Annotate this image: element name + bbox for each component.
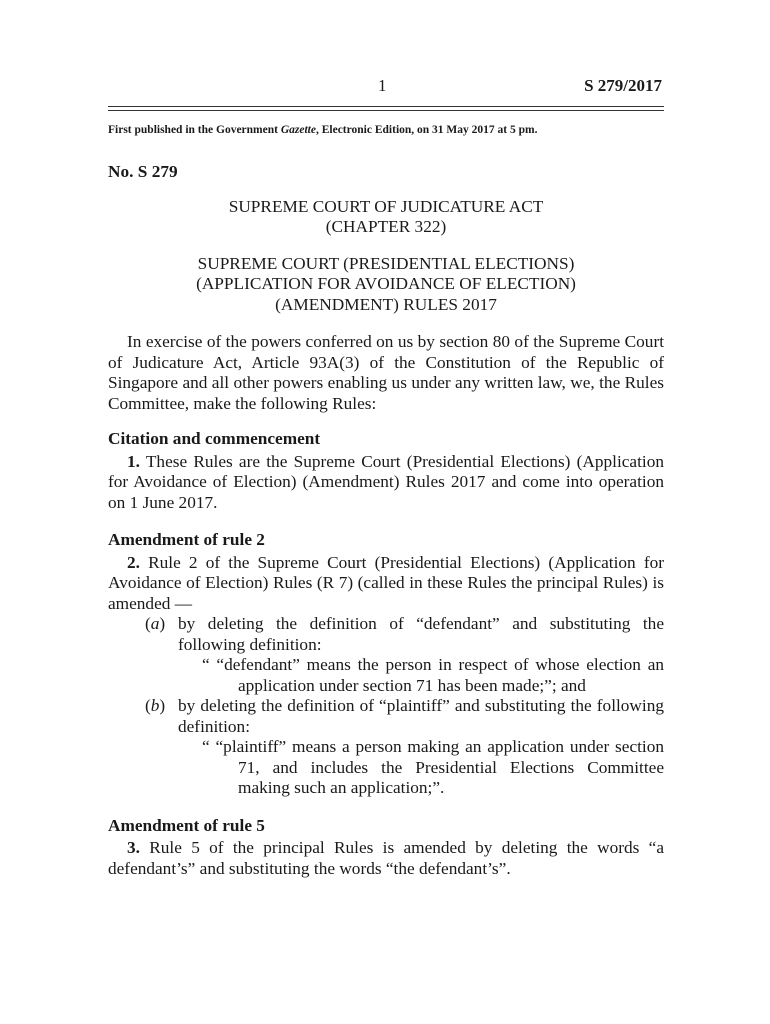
section-1-number: 1. bbox=[127, 451, 140, 471]
act-title-block bbox=[108, 197, 664, 238]
document-number: S 279/2017 bbox=[584, 76, 662, 95]
header-rule-bottom bbox=[108, 110, 664, 111]
publication-notice-suffix: , Electronic Edition, on 31 May 2017 at 5 pm. bbox=[315, 124, 538, 136]
section-1-text bbox=[108, 452, 664, 514]
item-a bbox=[108, 614, 664, 655]
notice-number: No. S 279 bbox=[108, 162, 178, 181]
rules-title-line-2: (APPLICATION FOR AVOIDANCE OF ELECTION) bbox=[196, 274, 576, 293]
section-3-number: 3. bbox=[127, 838, 140, 857]
header-rule-top bbox=[108, 106, 664, 107]
act-title: SUPREME COURT OF JUDICATURE ACT bbox=[228, 196, 544, 216]
section-3-text bbox=[108, 838, 664, 879]
publication-gazette: Gazette bbox=[280, 124, 316, 136]
definition-plaintiff: “ “plaintiff” means a person making an application under section 71, and includes the Presidential Elections Committee making such an application;”. bbox=[202, 737, 664, 797]
definition-defendant: “ “defendant” means the person in respect of whose election an application under section 71 has been made;”; and bbox=[202, 655, 664, 695]
publication-notice-prefix: First published in the Government bbox=[108, 124, 281, 136]
rules-title-line-1: SUPREME COURT (PRESIDENTIAL ELECTIONS) bbox=[197, 253, 575, 273]
rules-title-line-3: (AMENDMENT) RULES 2017 bbox=[275, 294, 497, 314]
item-a-text: by deleting the definition of “defendant” and substituting the following definition: bbox=[178, 614, 664, 654]
item-b-label: (b) bbox=[145, 696, 166, 715]
act-chapter: (CHAPTER 322) bbox=[325, 217, 447, 236]
item-b bbox=[108, 696, 664, 737]
section-1-heading: Citation and commencement bbox=[108, 429, 321, 448]
section-3-body: Rule 5 of the principal Rules is amended by deleting the words “a defendant’s” and substituting the words “the defendant’s”. bbox=[108, 838, 664, 878]
section-2-text bbox=[108, 553, 664, 615]
section-1-body: These Rules are the Supreme Court (Presidential Elections) (Application for Avoidance of Election) (Amendment) Rules 2017 and come into operation on 1 June 2017. bbox=[108, 451, 664, 512]
section-2-body: Rule 2 of the Supreme Court (Presidential Elections) (Application for Avoidance of Election) Rules (R 7) (called in these Rules the principal Rules) is amended — bbox=[108, 552, 664, 613]
preamble: In exercise of the powers conferred on us by section 80 of the Supreme Court of Judicature Act, Article 93A(3) of the Constitution of the Republic of Singapore and all other powers enabling us under any written law, we, the Rules Committee, make the following Rules: bbox=[108, 332, 664, 413]
publication-notice bbox=[108, 124, 537, 136]
section-3-heading: Amendment of rule 5 bbox=[108, 815, 265, 835]
section-2-number: 2. bbox=[127, 552, 140, 572]
item-a-label: (a) bbox=[145, 614, 166, 633]
page-number: 1 bbox=[378, 76, 387, 95]
section-2-heading: Amendment of rule 2 bbox=[108, 530, 265, 549]
document-body bbox=[108, 162, 664, 879]
item-b-text: by deleting the definition of “plaintiff” and substituting the following definition: bbox=[178, 696, 664, 736]
rules-title-block bbox=[108, 254, 664, 316]
